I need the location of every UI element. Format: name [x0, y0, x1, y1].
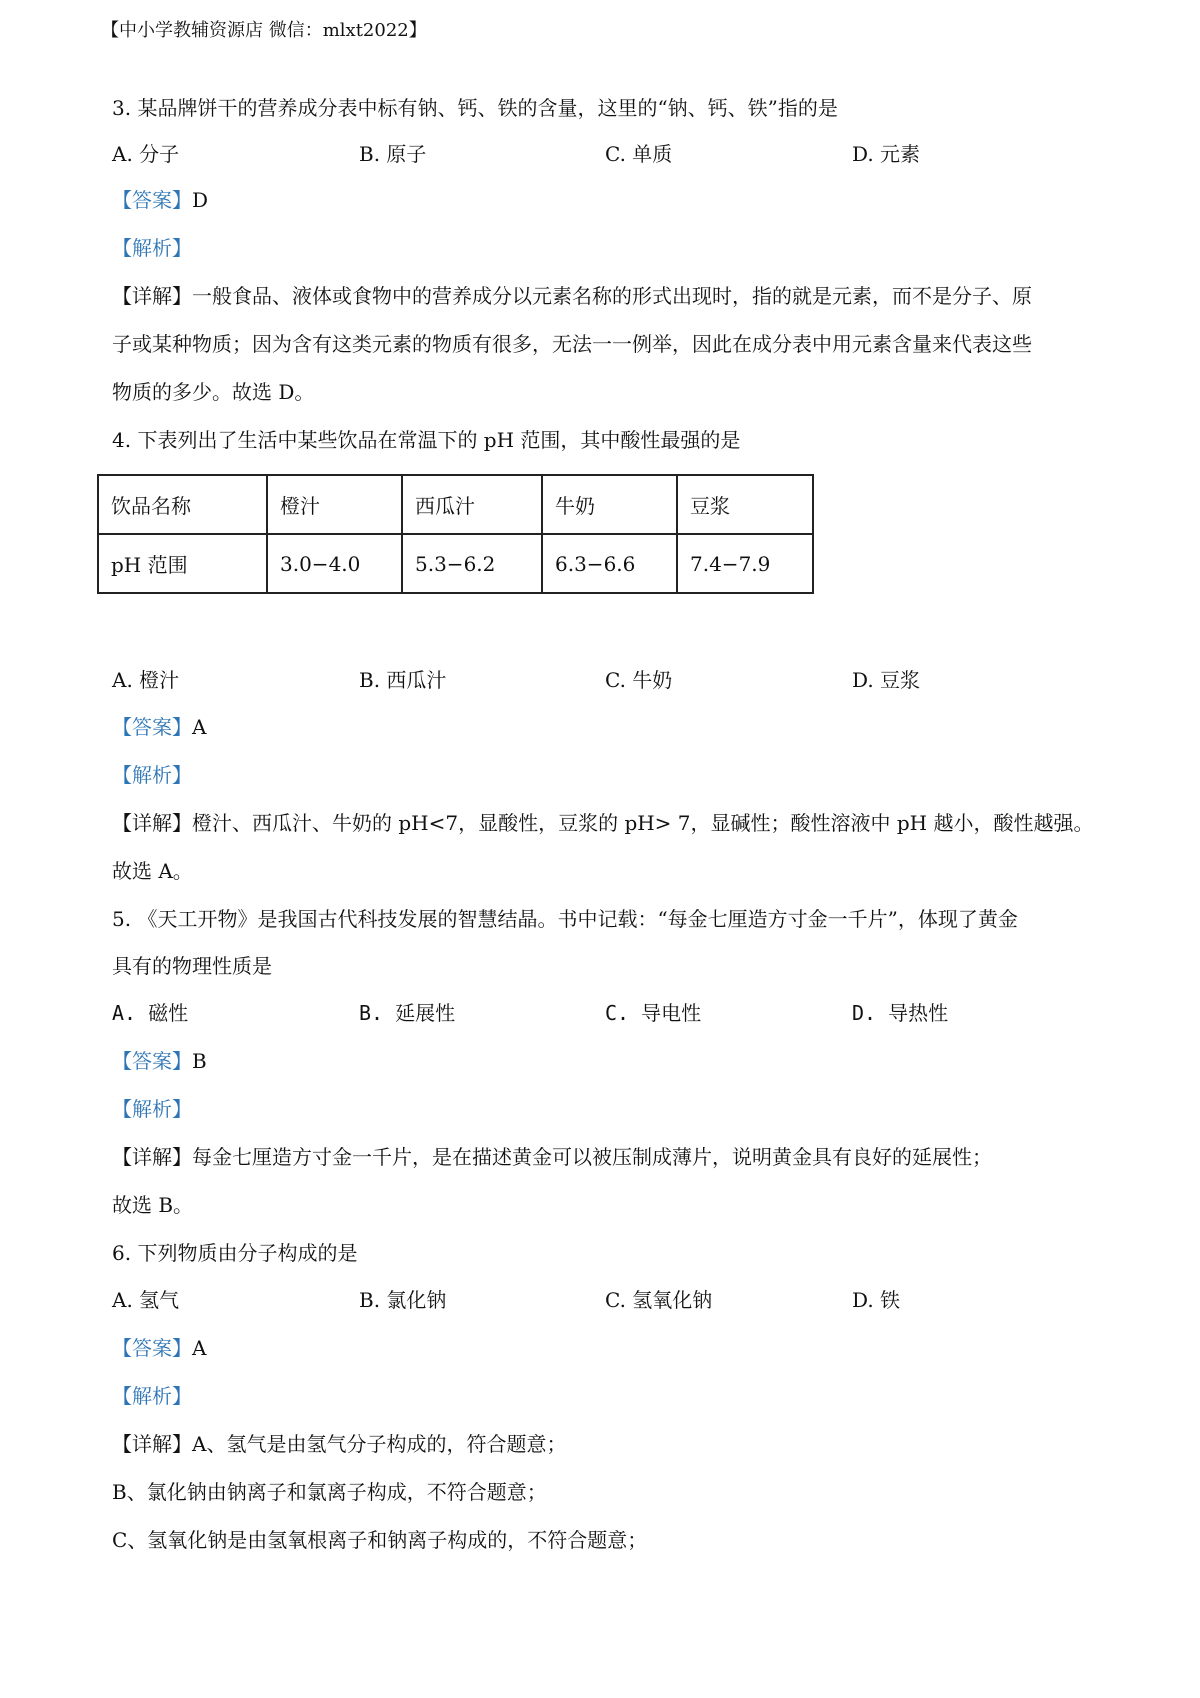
answer-label: 【答案】 [112, 1336, 192, 1360]
table-cell: 饮品名称 [98, 475, 267, 534]
ph-table [97, 474, 814, 594]
q6-answer [112, 1332, 206, 1361]
q4-option-b: B. 西瓜汁 [359, 668, 447, 692]
q6-option-a: A. 氢气 [112, 1288, 180, 1312]
q3-option-c: C. 单质 [605, 142, 673, 166]
q5-option-b: B. 延展性 [359, 1001, 456, 1025]
table-cell: 豆浆 [677, 475, 813, 534]
detail-label: 【详解】 [112, 811, 192, 835]
answer-label: 【答案】 [112, 1049, 192, 1073]
detail-text: 橙汁、西瓜汁、牛奶的 pH<7，显酸性，豆浆的 pH> 7，显碱性；酸性溶液中 pH 越小，酸性越强。 [192, 811, 1094, 835]
q4-detail-line-2: 故选 A。 [112, 859, 193, 883]
table-cell: 西瓜汁 [402, 475, 542, 534]
answer-value: D [192, 188, 209, 212]
q4-option-c: C. 牛奶 [605, 668, 673, 692]
question-6-text: 6. 下列物质由分子构成的是 [112, 1241, 358, 1265]
question-5-line-2: 具有的物理性质是 [112, 954, 272, 978]
q6-option-c: C. 氢氧化钠 [605, 1288, 713, 1312]
q6-analysis-label: 【解析】 [112, 1384, 192, 1408]
q3-answer [112, 184, 208, 213]
detail-label: 【详解】 [112, 1145, 192, 1169]
q4-detail-line-1 [112, 807, 1093, 836]
detail-text: 一般食品、液体或食物中的营养成分以元素名称的形式出现时，指的就是元素，而不是分子、原 [192, 284, 1032, 308]
q5-analysis-label: 【解析】 [112, 1097, 192, 1121]
table-header-row [98, 475, 813, 534]
q5-answer [112, 1045, 207, 1074]
q4-option-d: D. 豆浆 [852, 668, 921, 692]
table-row [98, 534, 813, 593]
detail-label: 【详解】 [112, 284, 192, 308]
q4-answer [112, 711, 206, 740]
q3-option-b: B. 原子 [359, 142, 427, 166]
q6-option-d: D. 铁 [852, 1288, 901, 1312]
answer-value: A [192, 1336, 207, 1360]
q6-detail-line-1 [112, 1428, 566, 1457]
table-cell: pH 范围 [98, 534, 267, 593]
q6-option-b: B. 氯化钠 [359, 1288, 447, 1312]
table-cell: 7.4−7.9 [677, 534, 813, 593]
q4-analysis-label: 【解析】 [112, 763, 192, 787]
q4-option-a: A. 橙汁 [112, 668, 180, 692]
q3-detail-line-1 [112, 280, 1032, 309]
q6-detail-line-2: B、氯化钠由钠离子和氯离子构成，不符合题意； [112, 1480, 547, 1504]
answer-value: A [192, 715, 207, 739]
table-cell: 橙汁 [267, 475, 402, 534]
q6-detail-line-3: C、氢氧化钠是由氢氧根离子和钠离子构成的，不符合题意； [112, 1528, 648, 1552]
question-3-text: 3. 某品牌饼干的营养成分表中标有钠、钙、铁的含量，这里的“钠、钙、铁”指的是 [112, 96, 838, 120]
q3-option-d: D. 元素 [852, 142, 921, 166]
table-cell: 3.0−4.0 [267, 534, 402, 593]
detail-text: A、氢气是由氢气分子构成的，符合题意； [192, 1432, 567, 1456]
q3-detail-line-3: 物质的多少。故选 D。 [112, 380, 315, 404]
q5-option-a: A. 磁性 [112, 1001, 189, 1025]
q3-detail-line-2: 子或某种物质；因为含有这类元素的物质有很多，无法一一例举，因此在成分表中用元素含量来代表这些 [112, 332, 1032, 356]
question-4-text: 4. 下表列出了生活中某些饮品在常温下的 pH 范围，其中酸性最强的是 [112, 428, 741, 452]
q5-detail-line-1 [112, 1141, 992, 1170]
q3-option-a: A. 分子 [112, 142, 180, 166]
answer-value: B [192, 1049, 207, 1073]
answer-label: 【答案】 [112, 188, 192, 212]
q3-analysis-label: 【解析】 [112, 236, 192, 260]
detail-label: 【详解】 [112, 1432, 192, 1456]
answer-label: 【答案】 [112, 715, 192, 739]
q5-detail-line-2: 故选 B。 [112, 1193, 194, 1217]
table-cell: 牛奶 [542, 475, 677, 534]
table-cell: 6.3−6.6 [542, 534, 677, 593]
page-header: 【中小学教辅资源店 微信：mlxt2022】 [101, 20, 427, 41]
q5-option-c: C. 导电性 [605, 1001, 702, 1025]
question-5-line-1: 5. 《天工开物》是我国古代科技发展的智慧结晶。书中记载：“每金七厘造方寸金一千片”，体现了黄金 [112, 907, 1018, 931]
detail-text: 每金七厘造方寸金一千片，是在描述黄金可以被压制成薄片，说明黄金具有良好的延展性； [192, 1145, 992, 1169]
q5-option-d: D. 导热性 [852, 1001, 949, 1025]
table-cell: 5.3−6.2 [402, 534, 542, 593]
